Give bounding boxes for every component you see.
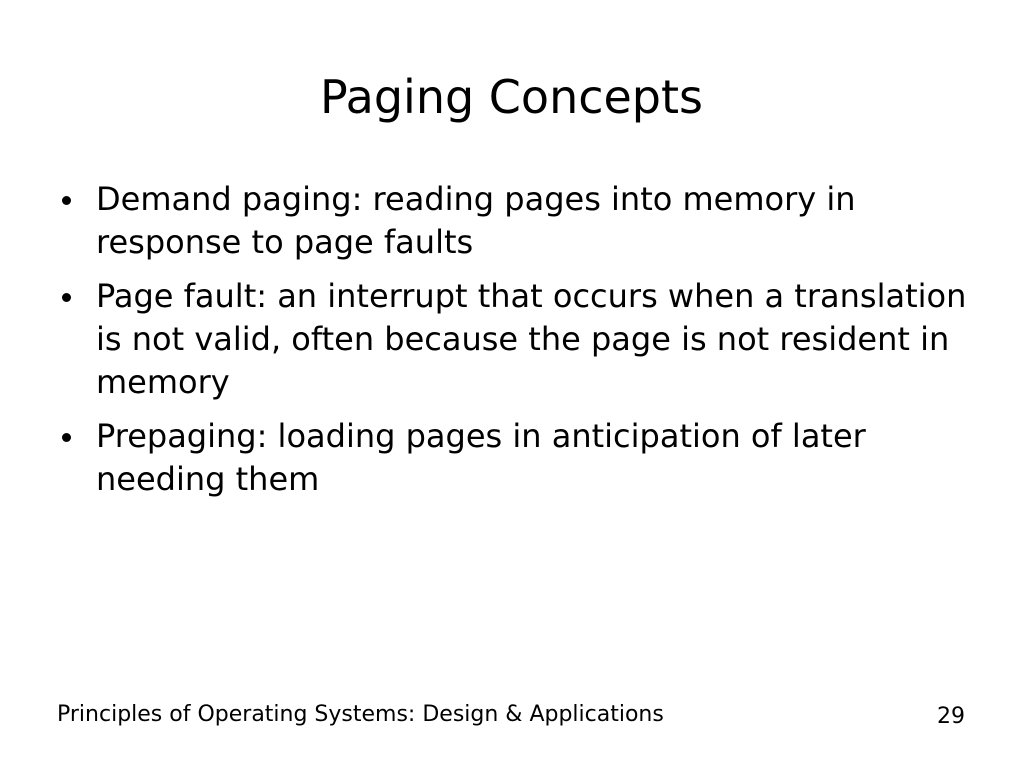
- bullet-icon: [62, 293, 71, 302]
- bullet-icon: [62, 196, 71, 205]
- bullet-item: [58, 178, 983, 264]
- bullet-item: [58, 415, 983, 501]
- bullet-item: [58, 275, 983, 404]
- bullet-text: Page fault: an interrupt that occurs when a translation is not valid, often because the page is not resident in memory: [96, 277, 967, 401]
- slide-title: Paging Concepts: [319, 70, 704, 124]
- bullet-text: Demand paging: reading pages into memory in response to page faults: [96, 180, 856, 261]
- footer-text: Principles of Operating Systems: Design & Applications: [57, 702, 664, 727]
- bullet-list: [58, 178, 983, 512]
- bullet-icon: [62, 433, 71, 442]
- bullet-text: Prepaging: loading pages in anticipation of later needing them: [96, 417, 866, 498]
- page-number: 29: [937, 704, 965, 729]
